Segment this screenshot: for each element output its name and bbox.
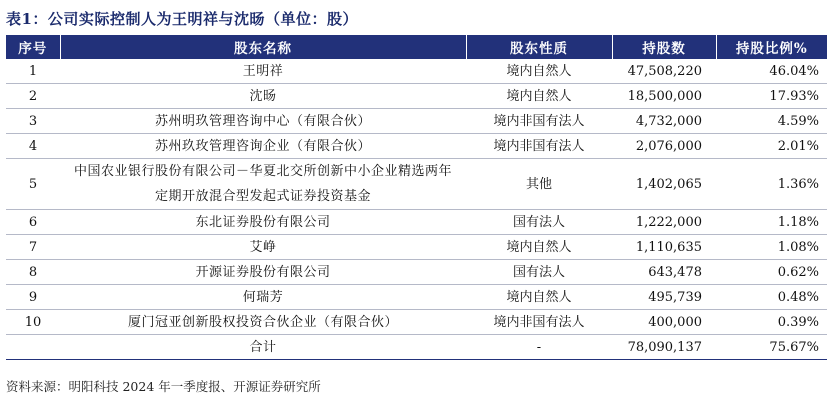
cell-shares: 1,222,000	[612, 210, 716, 235]
header-name: 股东名称	[60, 35, 466, 59]
cell-name	[60, 159, 466, 210]
header-pct: 持股比例%	[735, 41, 808, 57]
cell-shares: 18,500,000	[612, 84, 716, 109]
cell-type: 境内非国有法人	[466, 109, 612, 134]
table-title: 表1：公司实际控制人为王明祥与沈旸（单位：股）	[6, 10, 358, 28]
cell-pct: 1.18%	[716, 210, 827, 235]
table-row	[6, 285, 827, 310]
total-pct: 75.67%	[716, 335, 827, 360]
table-row	[6, 84, 827, 109]
cell-name: 艾峥	[60, 235, 466, 260]
total-row	[6, 335, 827, 360]
cell-pct: 1.36%	[716, 159, 827, 210]
table-row	[6, 310, 827, 335]
cell-shares: 2,076,000	[612, 134, 716, 159]
table-row	[6, 210, 827, 235]
cell-name: 苏州玖玫管理咨询企业（有限合伙）	[60, 134, 466, 159]
cell-name: 开源证券股份有限公司	[60, 260, 466, 285]
cell-no: 9	[6, 285, 60, 310]
shareholder-table	[6, 35, 827, 360]
cell-pct: 4.59%	[716, 109, 827, 134]
cell-shares: 47,508,220	[612, 59, 716, 84]
cell-name-line: 定期开放混合型发起式证券投资基金	[154, 189, 371, 204]
cell-no: 10	[6, 310, 60, 335]
cell-pct: 1.08%	[716, 235, 827, 260]
cell-type: 境内自然人	[466, 235, 612, 260]
cell-name: 东北证券股份有限公司	[60, 210, 466, 235]
cell-pct: 0.39%	[716, 310, 827, 335]
cell-no: 8	[6, 260, 60, 285]
cell-no: 5	[6, 159, 60, 210]
table-row	[6, 260, 827, 285]
header-shares: 持股数	[612, 35, 716, 59]
source-note: 资料来源：明阳科技 2024 年一季度报、开源证券研究所	[6, 379, 321, 394]
cell-no: 2	[6, 84, 60, 109]
cell-no: 4	[6, 134, 60, 159]
cell-name: 苏州明玖管理咨询中心（有限合伙）	[60, 109, 466, 134]
cell-no: 1	[6, 59, 60, 84]
cell-type: 境内自然人	[466, 59, 612, 84]
table-row	[6, 235, 827, 260]
cell-name-line: 中国农业银行股份有限公司－华夏北交所创新中小企业精选两年	[73, 164, 452, 179]
table-header-row	[6, 35, 827, 59]
total-shares: 78,090,137	[612, 335, 716, 360]
cell-no: 7	[6, 235, 60, 260]
cell-type: 国有法人	[466, 260, 612, 285]
header-type: 股东性质	[466, 35, 612, 59]
cell-no: 6	[6, 210, 60, 235]
cell-type: 境内自然人	[466, 285, 612, 310]
cell-pct: 17.93%	[716, 84, 827, 109]
cell-type: 其他	[466, 159, 612, 210]
cell-type: 国有法人	[466, 210, 612, 235]
table-row	[6, 159, 827, 210]
cell-no: 3	[6, 109, 60, 134]
total-type: -	[466, 335, 612, 360]
cell-shares: 1,402,065	[612, 159, 716, 210]
cell-shares: 400,000	[612, 310, 716, 335]
cell-no	[6, 335, 60, 360]
cell-shares: 643,478	[612, 260, 716, 285]
cell-name: 厦门冠亚创新股权投资合伙企业（有限合伙）	[60, 310, 466, 335]
cell-pct: 46.04%	[716, 59, 827, 84]
cell-name: 何瑞芳	[60, 285, 466, 310]
cell-name: 王明祥	[60, 59, 466, 84]
table-row	[6, 109, 827, 134]
header-no: 序号	[6, 35, 60, 59]
cell-pct: 2.01%	[716, 134, 827, 159]
table-row	[6, 59, 827, 84]
cell-type: 境内非国有法人	[466, 134, 612, 159]
total-label: 合计	[60, 335, 466, 360]
cell-shares: 495,739	[612, 285, 716, 310]
table-row	[6, 134, 827, 159]
cell-type: 境内自然人	[466, 84, 612, 109]
cell-type: 境内非国有法人	[466, 310, 612, 335]
cell-pct: 0.62%	[716, 260, 827, 285]
cell-pct: 0.48%	[716, 285, 827, 310]
cell-name: 沈旸	[60, 84, 466, 109]
cell-shares: 4,732,000	[612, 109, 716, 134]
cell-shares: 1,110,635	[612, 235, 716, 260]
